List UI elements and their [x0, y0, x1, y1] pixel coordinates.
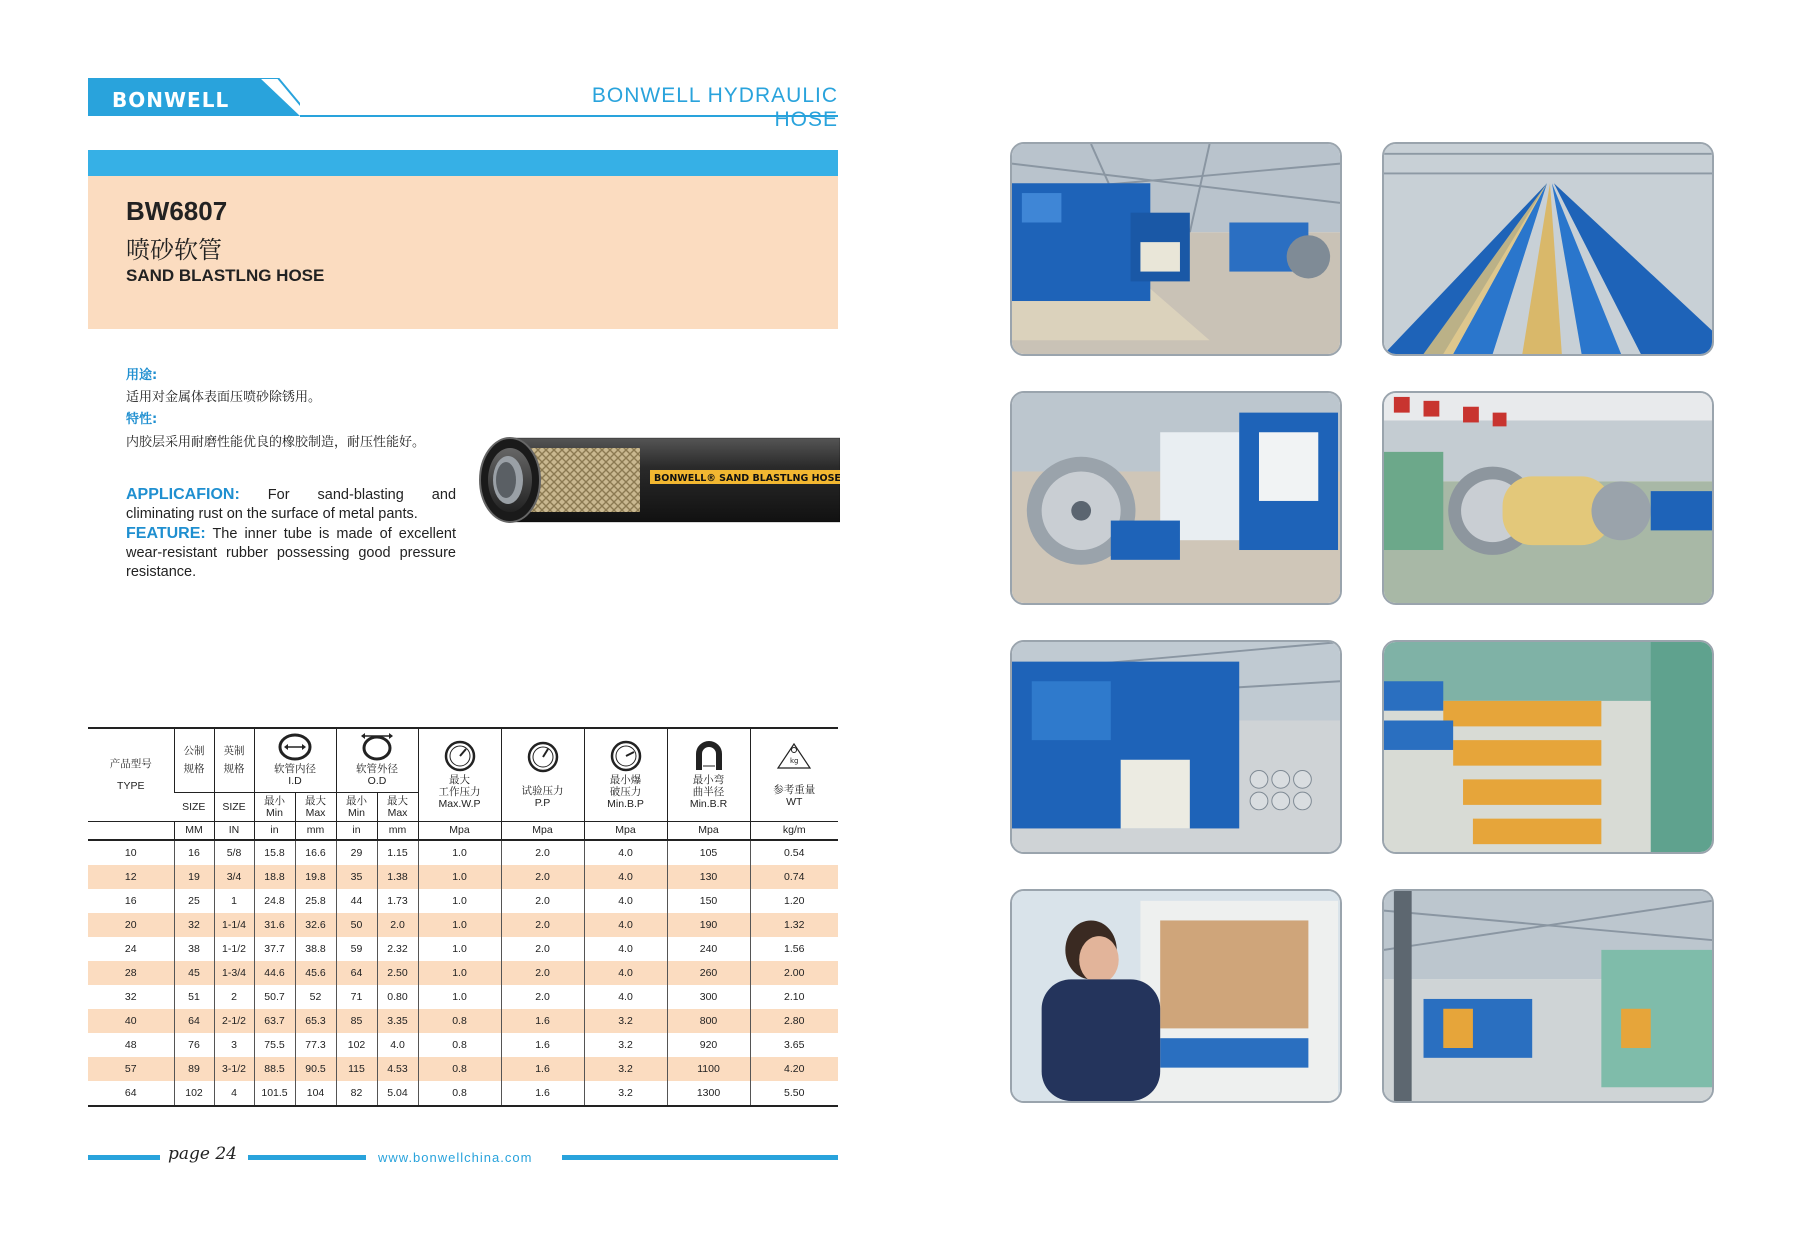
col-br-header	[667, 728, 750, 821]
table-row	[88, 913, 838, 937]
factory-photo-8	[1382, 889, 1714, 1103]
cell-inch-size: 5/8	[214, 840, 254, 865]
unit-od-min: in	[336, 821, 377, 840]
cell-min-br: 800	[667, 1009, 750, 1033]
application-paragraph	[126, 485, 456, 524]
bp-cn-2: 破压力	[609, 785, 642, 798]
footer-bar-left	[88, 1155, 160, 1160]
cell-min-bp: 4.0	[584, 985, 667, 1009]
table-row	[88, 937, 838, 961]
brand-logo: BONWELL	[112, 88, 230, 112]
table-row	[88, 889, 838, 913]
cell-inch-size: 2	[214, 985, 254, 1009]
gauge-icon	[444, 740, 476, 772]
od-cn: 软管外径	[356, 763, 398, 776]
unit-wp: Mpa	[418, 821, 501, 840]
product-model: BW6807	[126, 196, 228, 226]
factory-photo-6	[1382, 640, 1714, 854]
type-en: TYPE	[117, 779, 145, 792]
cell-max-wp: 0.8	[418, 1009, 501, 1033]
cell-metric-size: 16	[174, 840, 214, 865]
unit-metric: MM	[174, 821, 214, 840]
feature-paragraph	[126, 524, 456, 582]
cell-id-max: 16.6	[295, 840, 336, 865]
cell-od-max: 0.80	[377, 985, 418, 1009]
cell-od-max: 1.15	[377, 840, 418, 865]
banner-stripe	[88, 150, 838, 176]
cell-type: 12	[88, 865, 174, 889]
cell-min-br: 260	[667, 961, 750, 985]
cell-id-min: 15.8	[254, 840, 295, 865]
cell-min-br: 1300	[667, 1081, 750, 1106]
metric-cn-2: 规格	[183, 763, 205, 776]
bend-magnet-icon	[693, 740, 725, 772]
svg-text:kg: kg	[790, 756, 799, 765]
cell-id-max: 19.8	[295, 865, 336, 889]
id-max-en: Max	[305, 806, 326, 819]
cell-proof-pressure: 1.6	[501, 1081, 584, 1106]
unit-wt: kg/m	[750, 821, 838, 840]
cell-metric-size: 76	[174, 1033, 214, 1057]
cell-weight: 1.32	[750, 913, 838, 937]
cell-od-max: 3.35	[377, 1009, 418, 1033]
cell-weight: 0.74	[750, 865, 838, 889]
cell-od-min: 35	[336, 865, 377, 889]
cell-metric-size: 45	[174, 961, 214, 985]
cell-proof-pressure: 2.0	[501, 937, 584, 961]
cell-max-wp: 1.0	[418, 889, 501, 913]
factory-photo-1	[1010, 142, 1342, 356]
od-max-cn: 最大	[387, 794, 408, 807]
id-cn: 软管内径	[274, 763, 316, 776]
cell-od-max: 2.0	[377, 913, 418, 937]
id-max-cn: 最大	[305, 794, 326, 807]
cell-min-br: 105	[667, 840, 750, 865]
cell-type: 64	[88, 1081, 174, 1106]
col-metric-header	[174, 728, 214, 792]
cell-od-max: 1.73	[377, 889, 418, 913]
id-min-header	[254, 792, 295, 821]
inch-size-header: SIZE	[214, 792, 254, 821]
wt-en: WT	[786, 795, 803, 808]
cell-inch-size: 1-1/4	[214, 913, 254, 937]
col-bp-header	[584, 728, 667, 821]
od-max-header	[377, 792, 418, 821]
wp-cn-1: 最大	[449, 773, 470, 786]
cell-max-wp: 0.8	[418, 1057, 501, 1081]
cell-od-min: 59	[336, 937, 377, 961]
cell-id-max: 45.6	[295, 961, 336, 985]
table-row	[88, 1057, 838, 1081]
factory-photo-5	[1010, 640, 1342, 854]
cell-inch-size: 2-1/2	[214, 1009, 254, 1033]
factory-photo-2	[1382, 142, 1714, 356]
id-min-cn: 最小	[264, 794, 285, 807]
cell-min-br: 1100	[667, 1057, 750, 1081]
cell-max-wp: 1.0	[418, 913, 501, 937]
cell-min-bp: 3.2	[584, 1009, 667, 1033]
cell-od-min: 50	[336, 913, 377, 937]
cell-id-min: 44.6	[254, 961, 295, 985]
inch-cn-1: 英制	[223, 745, 245, 758]
cell-id-max: 25.8	[295, 889, 336, 913]
weight-icon	[776, 742, 812, 772]
unit-pp: Mpa	[501, 821, 584, 840]
cell-od-min: 29	[336, 840, 377, 865]
table-row	[88, 1033, 838, 1057]
table-row	[88, 1081, 838, 1106]
col-type-header	[88, 728, 174, 821]
metric-size-header: SIZE	[174, 792, 214, 821]
unit-od-max: mm	[377, 821, 418, 840]
cell-id-max: 65.3	[295, 1009, 336, 1033]
wt-cn: 参考重量	[773, 783, 816, 796]
cell-max-wp: 1.0	[418, 937, 501, 961]
cell-id-min: 37.7	[254, 937, 295, 961]
hose-print-label: BONWELL® SAND BLASTLNG HOSE	[654, 473, 840, 484]
cell-od-max: 4.53	[377, 1057, 418, 1081]
feature-text: The inner tube is made of excellent wear-resistant rubber possessing good pressure resistance.	[126, 526, 456, 580]
cell-od-max: 2.50	[377, 961, 418, 985]
cell-type: 57	[88, 1057, 174, 1081]
br-cn-1: 最小弯	[692, 773, 725, 786]
cell-id-max: 90.5	[295, 1057, 336, 1081]
unit-bp: Mpa	[584, 821, 667, 840]
od-min-header	[336, 792, 377, 821]
cell-inch-size: 4	[214, 1081, 254, 1106]
cell-metric-size: 89	[174, 1057, 214, 1081]
table-row	[88, 961, 838, 985]
cell-id-max: 77.3	[295, 1033, 336, 1057]
cell-od-min: 82	[336, 1081, 377, 1106]
cell-max-wp: 0.8	[418, 1081, 501, 1106]
pp-cn: 试验压力	[521, 784, 564, 797]
cell-proof-pressure: 1.6	[501, 1057, 584, 1081]
od-en: O.D	[367, 775, 387, 788]
ring-id-icon	[278, 733, 312, 761]
cell-id-min: 63.7	[254, 1009, 295, 1033]
cell-weight: 1.56	[750, 937, 838, 961]
id-max-header	[295, 792, 336, 821]
cell-type: 24	[124, 942, 137, 955]
footer-bar-right	[562, 1155, 838, 1160]
table-row	[88, 865, 838, 889]
cell-type: 20	[88, 913, 174, 937]
metric-cn-1: 公制	[183, 745, 205, 758]
cell-min-br: 920	[667, 1033, 750, 1057]
wp-cn-2: 工作压力	[438, 785, 481, 798]
cell-metric-size: 102	[174, 1081, 214, 1106]
cell-weight: 4.20	[750, 1057, 838, 1081]
usage-text-cn: 适用对金属体表面压喷砂除锈用。	[126, 390, 322, 405]
cell-type: 10	[124, 846, 137, 859]
feature-text-cn: 内胶层采用耐磨性能优良的橡胶制造，耐压性能好。	[126, 435, 426, 450]
od-min-cn: 最小	[346, 794, 367, 807]
english-description	[126, 485, 456, 582]
cell-id-min: 75.5	[254, 1033, 295, 1057]
feature-label-cn: 特性:	[126, 412, 158, 427]
cell-od-min: 102	[336, 1033, 377, 1057]
specification-table	[88, 727, 838, 1107]
cell-proof-pressure: 2.0	[501, 985, 584, 1009]
cell-id-min: 31.6	[254, 913, 295, 937]
cell-weight: 2.80	[750, 1009, 838, 1033]
inch-cn-2: 规格	[223, 763, 245, 776]
factory-photo-7	[1010, 889, 1342, 1103]
cell-od-min: 115	[336, 1057, 377, 1081]
cell-inch-size: 1-3/4	[214, 961, 254, 985]
usage-label-cn: 用途:	[126, 368, 158, 383]
application-text: For sand-blasting and climinating rust on the surface of metal pants.	[126, 487, 457, 522]
hose-illustration	[470, 430, 840, 530]
table-row	[88, 840, 838, 865]
id-min-en: Min	[266, 806, 283, 819]
cell-weight: 2.10	[750, 985, 838, 1009]
cell-inch-size: 1	[214, 889, 254, 913]
table-row	[88, 1009, 838, 1033]
cell-min-bp: 4.0	[584, 889, 667, 913]
cell-min-bp: 4.0	[584, 961, 667, 985]
col-wp-header	[418, 728, 501, 821]
cell-inch-size: 3/4	[214, 865, 254, 889]
cell-min-br: 240	[667, 937, 750, 961]
wp-en: Max.W.P	[438, 797, 481, 810]
cell-id-max: 52	[295, 985, 336, 1009]
cell-min-br: 190	[667, 913, 750, 937]
unit-type	[88, 821, 174, 840]
od-min-en: Min	[348, 806, 365, 819]
cell-inch-size: 3-1/2	[214, 1057, 254, 1081]
application-label: APPLICAFION:	[126, 486, 240, 503]
cell-proof-pressure: 2.0	[501, 889, 584, 913]
cell-weight: 3.65	[750, 1033, 838, 1057]
cell-od-max: 1.38	[377, 865, 418, 889]
website-link[interactable]: www.bonwellchina.com	[378, 1150, 533, 1165]
cell-max-wp: 1.0	[418, 985, 501, 1009]
cell-type: 16	[124, 894, 137, 907]
cell-min-br: 300	[667, 985, 750, 1009]
table-row	[88, 985, 838, 1009]
cell-od-max: 2.32	[377, 937, 418, 961]
od-max-en: Max	[387, 806, 408, 819]
product-name-cn: 喷砂软管	[126, 236, 222, 264]
bp-cn-1: 最小爆	[609, 773, 642, 786]
col-inch-header	[214, 728, 254, 792]
cell-od-min: 44	[336, 889, 377, 913]
product-name-en: SAND BLASTLNG HOSE	[126, 266, 325, 285]
cell-proof-pressure: 2.0	[501, 961, 584, 985]
cell-id-max: 104	[295, 1081, 336, 1106]
cell-min-bp: 3.2	[584, 1057, 667, 1081]
cell-min-bp: 4.0	[584, 913, 667, 937]
feature-label: FEATURE:	[126, 525, 206, 542]
page-number: page 24	[168, 1144, 237, 1164]
cell-od-min: 64	[336, 961, 377, 985]
cell-metric-size: 32	[174, 913, 214, 937]
cell-type: 32	[124, 990, 137, 1003]
cell-proof-pressure: 1.6	[501, 1033, 584, 1057]
cell-metric-size: 64	[174, 1009, 214, 1033]
cell-id-min: 50.7	[254, 985, 295, 1009]
header-title: BONWELL HYDRAULIC HOSE	[591, 84, 838, 131]
cell-id-min: 24.8	[254, 889, 295, 913]
cell-min-bp: 4.0	[584, 937, 667, 961]
ring-od-icon	[359, 733, 395, 761]
col-id-header	[254, 728, 336, 792]
cell-type: 40	[88, 1009, 174, 1033]
cell-id-min: 88.5	[254, 1057, 295, 1081]
cell-metric-size: 25	[174, 889, 214, 913]
cell-proof-pressure: 2.0	[501, 865, 584, 889]
cell-id-min: 18.8	[254, 865, 295, 889]
table-body	[88, 840, 838, 1106]
cell-id-max: 32.6	[295, 913, 336, 937]
br-en: Min.B.R	[689, 797, 728, 810]
cell-min-br: 130	[667, 865, 750, 889]
cell-max-wp: 1.0	[418, 961, 501, 985]
cell-id-max: 38.8	[295, 937, 336, 961]
gauge-icon	[610, 740, 642, 772]
gauge-icon	[527, 741, 559, 773]
unit-br: Mpa	[667, 821, 750, 840]
cell-min-br: 150	[667, 889, 750, 913]
type-cn: 产品型号	[109, 757, 152, 770]
cell-od-min: 85	[336, 1009, 377, 1033]
cell-id-min: 101.5	[254, 1081, 295, 1106]
cell-min-bp: 4.0	[584, 840, 667, 865]
footer-bar-mid	[248, 1155, 366, 1160]
cell-proof-pressure: 2.0	[501, 840, 584, 865]
factory-photo-3	[1010, 391, 1342, 605]
unit-inch: IN	[214, 821, 254, 840]
col-pp-header	[501, 728, 584, 821]
id-en: I.D	[288, 775, 302, 788]
cell-proof-pressure: 1.6	[501, 1009, 584, 1033]
cell-weight: 0.54	[750, 840, 838, 865]
unit-id-max: mm	[295, 821, 336, 840]
cell-weight: 2.00	[750, 961, 838, 985]
cell-max-wp: 1.0	[418, 865, 501, 889]
cell-inch-size: 1-1/2	[214, 937, 254, 961]
cell-max-wp: 1.0	[418, 840, 501, 865]
pp-en: P.P	[534, 796, 551, 809]
cell-inch-size: 3	[214, 1033, 254, 1057]
bp-en: Min.B.P	[607, 797, 644, 810]
factory-photo-4	[1382, 391, 1714, 605]
col-wt-header	[750, 728, 838, 821]
cell-min-bp: 3.2	[584, 1033, 667, 1057]
unit-id-min: in	[254, 821, 295, 840]
cell-weight: 5.50	[750, 1081, 838, 1106]
cell-metric-size: 38	[174, 937, 214, 961]
cell-od-max: 5.04	[377, 1081, 418, 1106]
cell-weight: 1.20	[750, 889, 838, 913]
cell-type: 48	[124, 1038, 137, 1051]
br-cn-2: 曲半径	[692, 785, 725, 798]
cell-min-bp: 3.2	[584, 1081, 667, 1106]
col-od-header	[336, 728, 418, 792]
cell-od-min: 71	[336, 985, 377, 1009]
cell-max-wp: 0.8	[418, 1033, 501, 1057]
cell-metric-size: 51	[174, 985, 214, 1009]
cell-min-bp: 4.0	[584, 865, 667, 889]
cell-type: 28	[88, 961, 174, 985]
cell-metric-size: 19	[174, 865, 214, 889]
cell-proof-pressure: 2.0	[501, 913, 584, 937]
cell-od-max: 4.0	[377, 1033, 418, 1057]
